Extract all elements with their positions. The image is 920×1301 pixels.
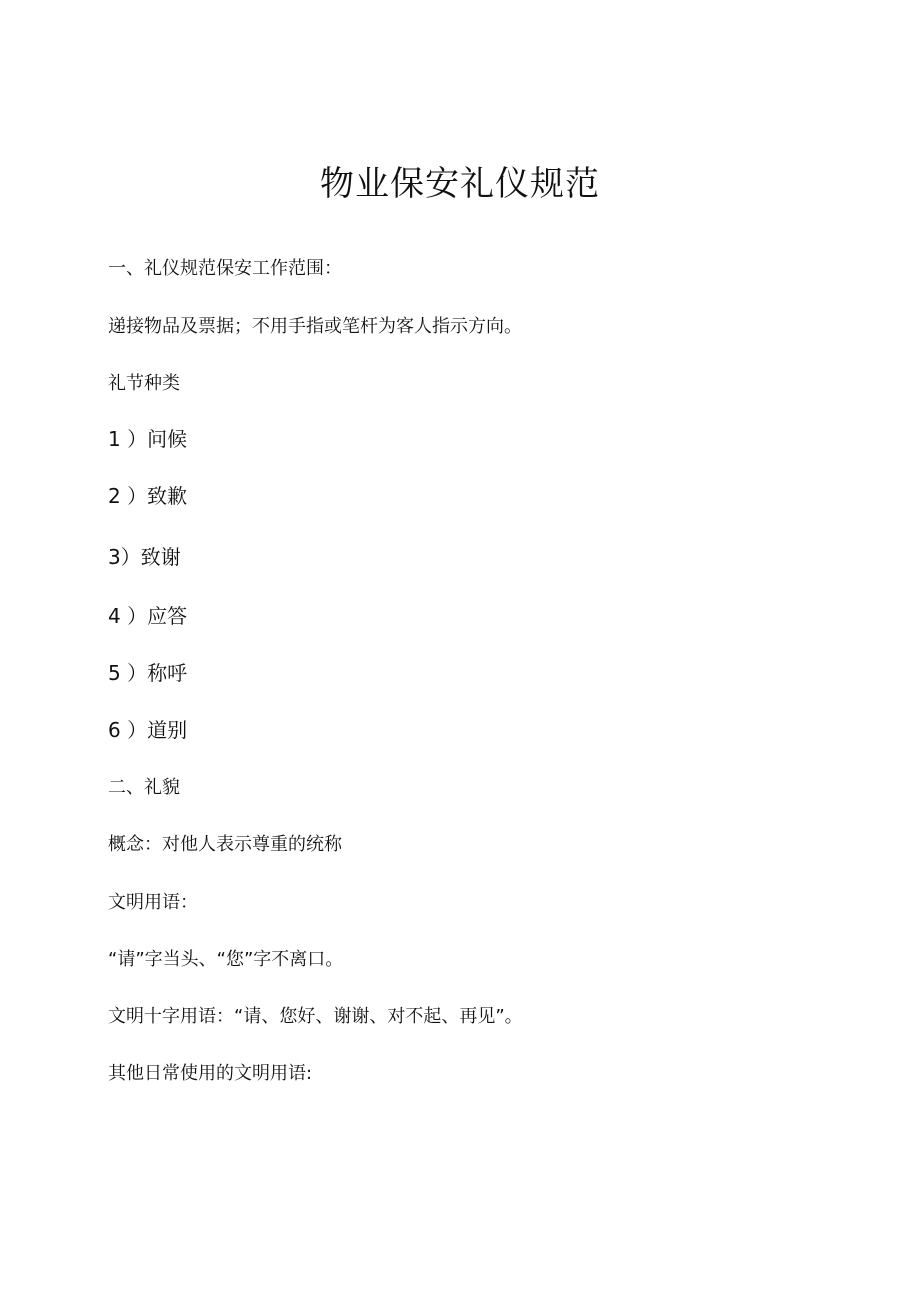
list-item-farewell: 6 ）道别 — [108, 718, 188, 742]
subheading-etiquette-types: 礼节种类 — [108, 373, 180, 394]
list-item-thanks: 3）致谢 — [108, 545, 181, 569]
section-heading-courtesy: 二、礼貌 — [108, 777, 180, 798]
section-heading-scope: 一、礼仪规范保安工作范围： — [108, 258, 342, 279]
list-item-greeting: 1 ）问候 — [108, 427, 188, 451]
paragraph-ten-words: 文明十字用语：“请、您好、谢谢、对不起、再见”。 — [108, 1006, 523, 1027]
paragraph-other-phrases: 其他日常使用的文明用语: — [108, 1063, 313, 1084]
list-item-response: 4 ）应答 — [108, 604, 188, 628]
list-item-apology: 2 ）致歉 — [108, 484, 188, 508]
paragraph-concept: 概念：对他人表示尊重的统称 — [108, 834, 342, 855]
subheading-polite-language: 文明用语： — [108, 892, 198, 913]
list-item-address: 5 ）称呼 — [108, 661, 188, 685]
paragraph-please-you: “请”字当头、“您”字不离口。 — [108, 949, 344, 970]
paragraph-handover: 递接物品及票据；不用手指或笔杆为客人指示方向。 — [108, 316, 522, 337]
document-title: 物业保安礼仪规范 — [320, 164, 600, 204]
